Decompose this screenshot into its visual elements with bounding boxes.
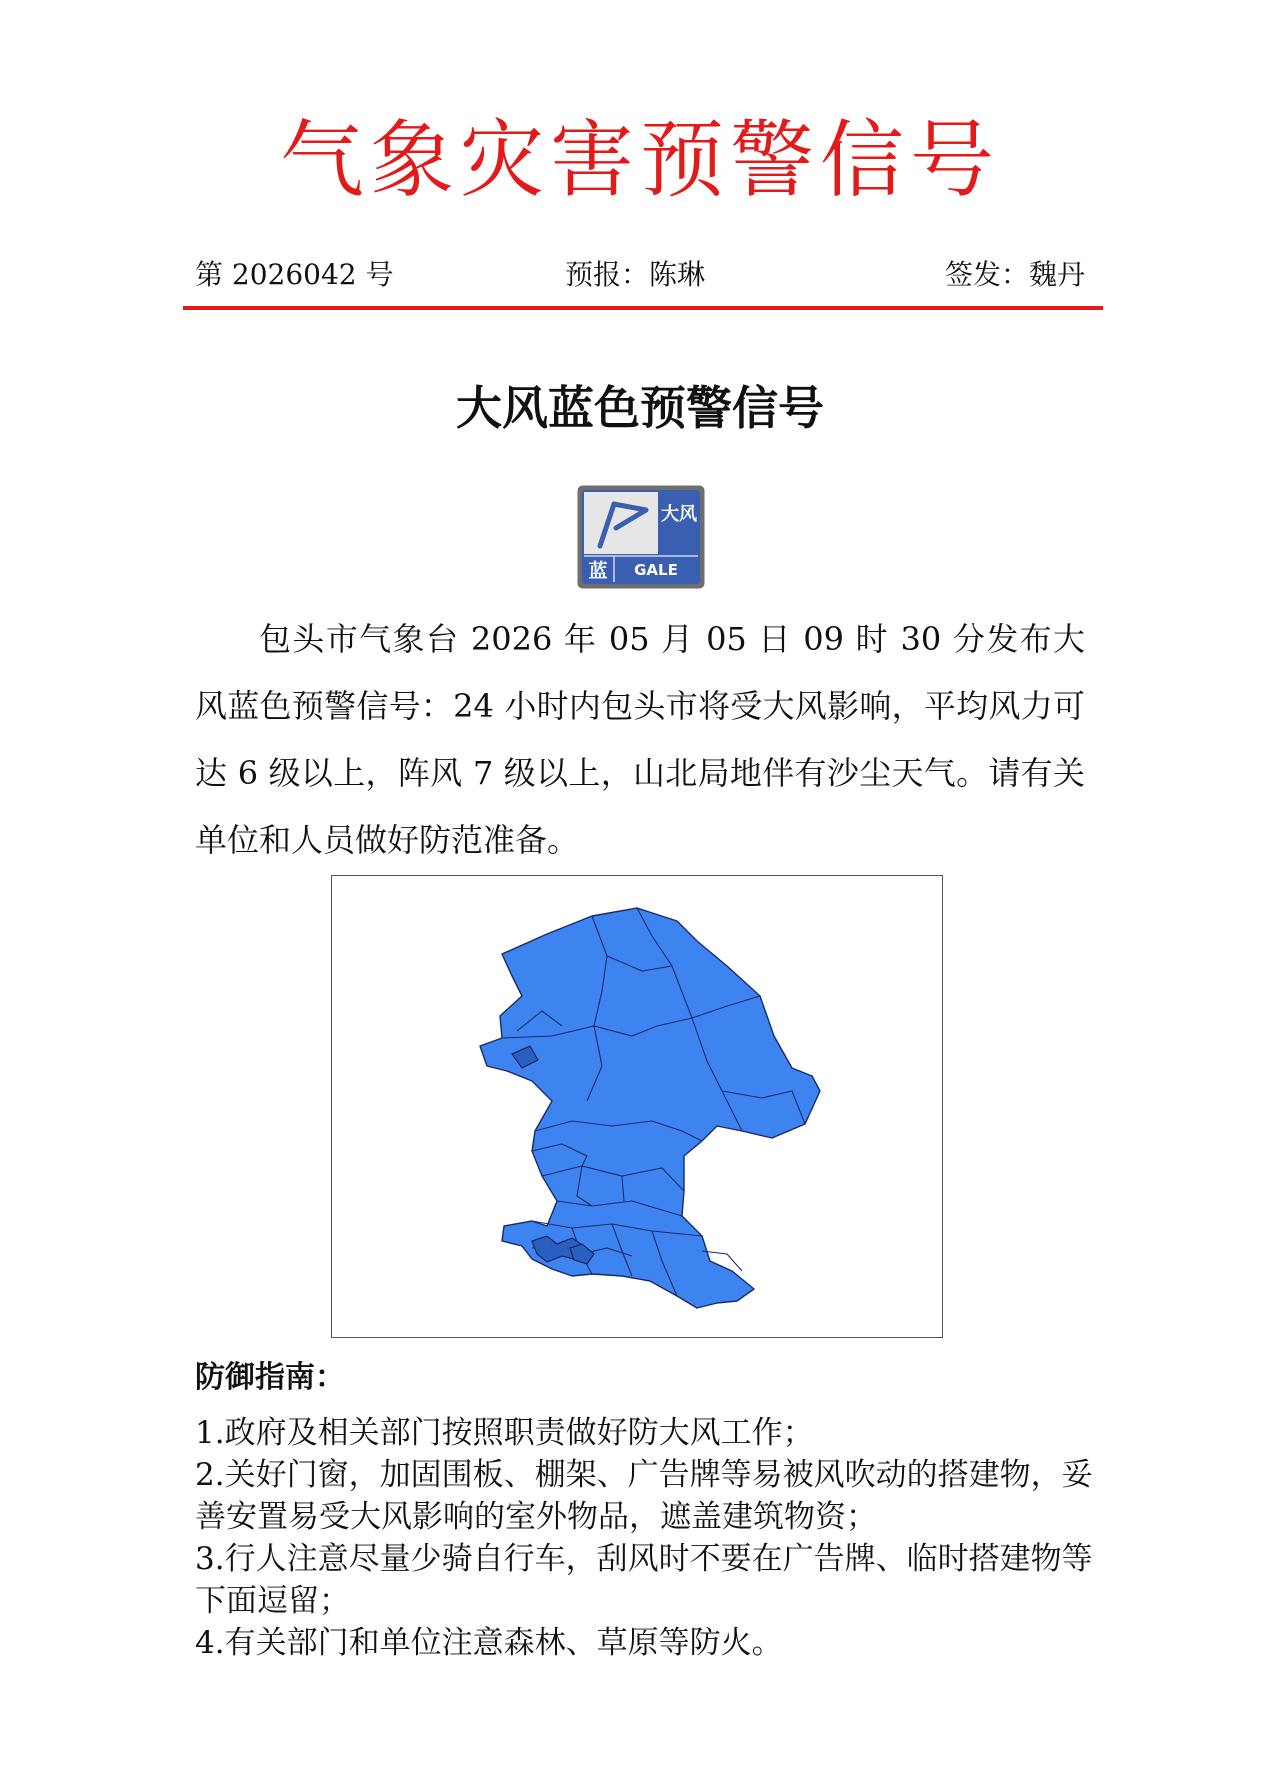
- guide-list: [195, 1412, 1095, 1664]
- guide-title: 防御指南：: [195, 1360, 345, 1395]
- document-meta: [195, 255, 1085, 295]
- document-title: 气象灾害预警信号: [279, 111, 1000, 209]
- forecaster: 预报：陈琳: [565, 258, 706, 291]
- issuer: 签发：魏丹: [944, 258, 1085, 291]
- map-region-outline: [480, 908, 820, 1308]
- document-number: 第 2026042 号: [195, 258, 394, 291]
- guide-item: 3.行人注意尽量少骑自行车，刮风时不要在广告牌、临时搭建物等下面逗留；: [195, 1541, 1093, 1619]
- gale-blue-warning-icon: [576, 484, 706, 590]
- icon-text-top: 大风: [661, 504, 697, 525]
- guide-item: 2.关好门窗，加固围板、棚架、广告牌等易被风吹动的搭建物，妥善安置易受大风影响的室外物品，遮盖建筑物资；: [195, 1457, 1093, 1535]
- announcement-text: 包头市气象台 2026 年 05 月 05 日 09 时 30 分发布大风蓝色预警信号：24 小时内包头市将受大风影响，平均风力可达 6 级以上，阵风 7 级以上，山北局地伴有沙尘天气。请有关单位和人员做好防范准备。: [195, 620, 1085, 859]
- guide-item: 4.有关部门和单位注意森林、草原等防火。: [195, 1625, 783, 1661]
- warning-area-map: [331, 875, 943, 1338]
- signal-heading: 大风蓝色预警信号: [456, 381, 824, 435]
- guide-item: 1.政府及相关部门按照职责做好防大风工作；: [195, 1415, 814, 1451]
- header-divider: [183, 306, 1103, 310]
- icon-text-en: GALE: [634, 561, 678, 579]
- map-region: [480, 908, 820, 1308]
- icon-text-level: 蓝: [588, 560, 608, 582]
